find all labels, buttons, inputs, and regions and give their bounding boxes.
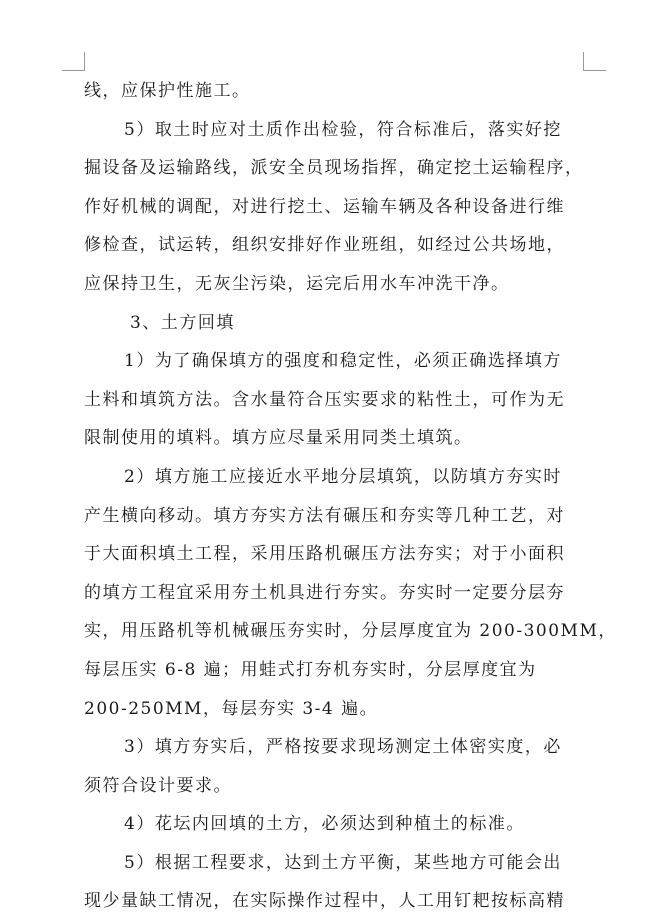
text-line: 产生横向移动。填方夯实方法有碾压和夯实等几种工艺，对 — [84, 505, 565, 526]
text-line: 应保持卫生，无灰尘污染，运完后用水车冲洗干净。 — [84, 273, 510, 294]
text-line: 5）根据工程要求，达到土方平衡，某些地方可能会出 — [124, 852, 562, 873]
text-line: 的填方工程宜采用夯土机具进行夯实。夯实时一定要分层夯 — [84, 582, 565, 603]
text-line: 修检查，试运转，组织安排好作业班组，如经过公共场地， — [84, 235, 565, 256]
text-line: 于大面积填土工程，采用压路机碾压方法夯实；对于小面积 — [84, 544, 565, 565]
text-line: 200-250MM，每层夯实 3-4 遍。 — [84, 698, 379, 719]
text-line: 实，用压路机等机械碾压夯实时，分层厚度宜为 200-300MM， — [84, 621, 617, 642]
section-heading: 3、土方回填 — [130, 312, 235, 333]
page-corner-mark-top-right — [583, 52, 606, 71]
text-line: 现少量缺工情况，在实际操作过程中，人工用钉耙按标高精 — [84, 891, 565, 912]
text-line: 限制使用的填料。填方应尽量采用同类土填筑。 — [84, 428, 473, 449]
page-corner-mark-top-left — [62, 52, 85, 71]
text-line: 土料和填筑方法。含水量符合压实要求的粘性土，可作为无 — [84, 389, 565, 410]
document-body — [84, 72, 617, 921]
text-line: 5）取土时应对土质作出检验，符合标准后，落实好挖 — [124, 119, 562, 140]
text-line: 须符合设计要求。 — [84, 775, 232, 796]
text-line: 作好机械的调配，对进行挖土、运输车辆及各种设备进行维 — [84, 196, 565, 217]
text-line: 4）花坛内回填的土方，必须达到种植土的标准。 — [124, 814, 525, 835]
text-line: 线，应保护性施工。 — [84, 81, 251, 101]
text-line: 掘设备及运输路线，派安全员现场指挥，确定挖土运输程序， — [84, 158, 584, 179]
text-line: 1）为了确保填方的强度和稳定性，必须正确选择填方 — [124, 351, 562, 372]
text-line: 3）填方夯实后，严格按要求现场测定土体密实度，必 — [124, 737, 562, 758]
text-line: 2）填方施工应接近水平地分层填筑，以防填方夯实时 — [124, 466, 562, 487]
text-line: 每层压实 6-8 遍；用蛙式打夯机夯实时，分层厚度宜为 — [84, 659, 537, 680]
